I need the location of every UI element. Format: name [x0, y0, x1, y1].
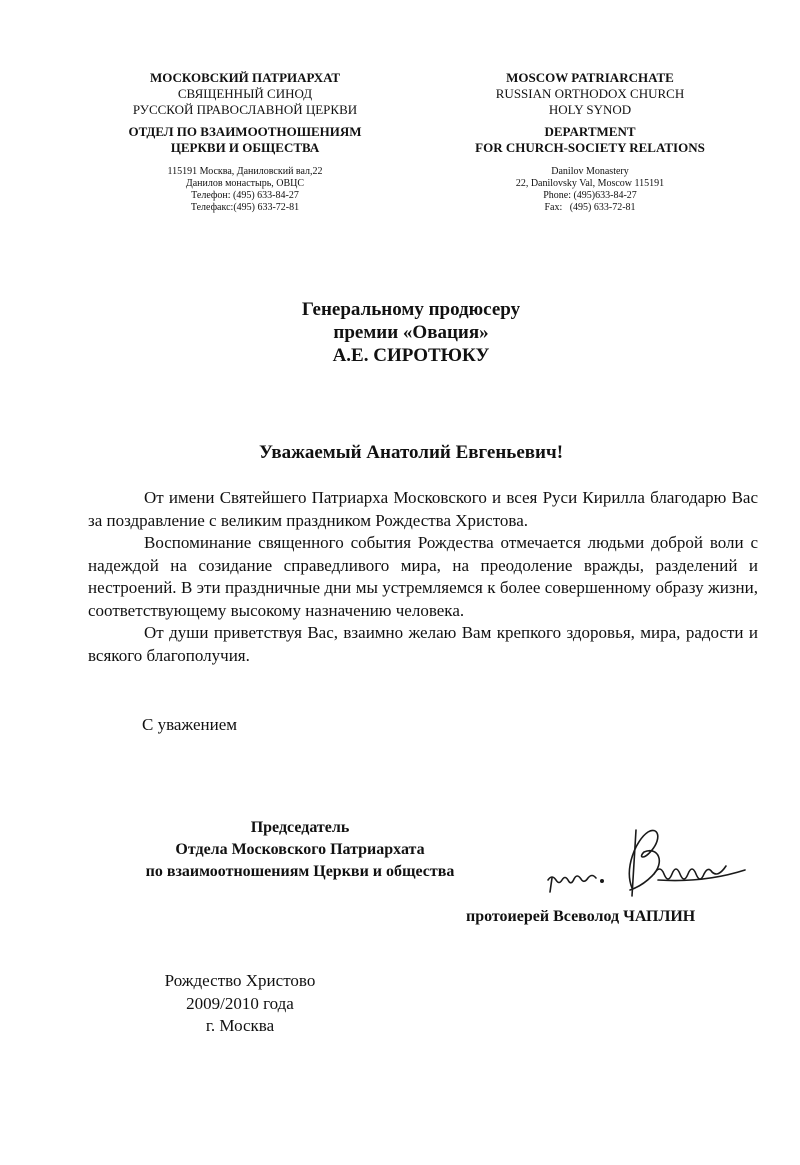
addressee-line1: Генеральному продюсеру: [301, 299, 521, 320]
letterhead-en-line3: HOLY SYNOD: [548, 102, 632, 117]
body-paragraph-3: От души приветствуя Вас, взаимно желаю Вам крепкого здоровья, мира, радости и всякого благополучия.: [88, 623, 758, 665]
letterhead-ru-dept1: ОТДЕЛ ПО ВЗАИМООТНОШЕНИЯМ: [128, 124, 362, 139]
letterhead-en-dept1: DEPARTMENT: [544, 124, 636, 139]
footer-line3: г. Москва: [205, 1016, 275, 1035]
letterhead-en-line1: MOSCOW PATRIARCHATE: [506, 70, 674, 85]
letterhead-english: [420, 70, 760, 214]
body-paragraph-2: Воспоминание священного события Рождества отмечается людьми доброй воли с надеждой на созидание справедливого мира, на преодоление вражды, разделений и нестроений. В эти праздничные дни мы устремляемся к более совершенному образу жизни, соответствующему высокому назначению человека.: [88, 533, 758, 620]
body-paragraph-1: От имени Святейшего Патриарха Московского и всея Руси Кирилла благодарю Вас за поздравление с великим праздником Рождества Христова.: [88, 488, 758, 530]
letterhead-ru-phone: Телефон: (495) 633-84-27: [191, 190, 299, 201]
footer-line1: Рождество Христово: [164, 971, 316, 990]
letterhead-ru-line1: МОСКОВСКИЙ ПАТРИАРХАТ: [149, 70, 341, 85]
letterhead-ru-line2: СВЯЩЕННЫЙ СИНОД: [177, 86, 313, 101]
letterhead-en-dept2: FOR CHURCH-SOCIETY RELATIONS: [475, 140, 705, 155]
addressee-block: [0, 298, 800, 367]
addressee-line2: премии «Овация»: [333, 322, 489, 343]
letterhead-en-address2: 22, Danilovsky Val, Moscow 115191: [515, 178, 665, 189]
signatory-title-line3: по взаимоотношениям Церкви и общества: [145, 863, 455, 880]
salutation: Уважаемый Анатолий Евгеньевич!: [258, 442, 564, 463]
letterhead-en-phone: Phone: (495)633-84-27: [543, 190, 637, 201]
letterhead-ru-address2: Данилов монастырь, ОВЦС: [185, 178, 305, 189]
signatory-name: протоиерей Всеволод ЧАПЛИН: [466, 908, 696, 925]
letterhead-en-fax: Fax: (495) 633-72-81: [544, 202, 636, 213]
signatory-title-line1: Председатель: [250, 819, 350, 836]
signatory-title-line2: Отдела Московского Патриархата: [175, 841, 425, 858]
letterhead-ru-line3: РУССКОЙ ПРАВОСЛАВНОЙ ЦЕРКВИ: [132, 102, 358, 117]
letterhead-ru-address1: 115191 Москва, Даниловский вал,22: [167, 166, 323, 177]
letterhead-ru-dept2: ЦЕРКВИ И ОБЩЕСТВА: [170, 140, 320, 155]
handwritten-signature: [540, 818, 750, 918]
letterhead-russian: [80, 70, 410, 214]
letterhead-en-address1: Danilov Monastery: [551, 166, 629, 177]
letter-body: [88, 487, 758, 667]
addressee-line3: А.Е. СИРОТЮКУ: [332, 345, 490, 366]
footer-line2: 2009/2010 года: [186, 993, 294, 1013]
date-place-block: [120, 970, 360, 1038]
letterhead-ru-fax: Телефакс:(495) 633-72-81: [190, 202, 300, 213]
closing: С уважением: [142, 715, 238, 734]
letterhead-en-line2: RUSSIAN ORTHODOX CHURCH: [495, 86, 685, 101]
signatory-title: [90, 817, 510, 883]
